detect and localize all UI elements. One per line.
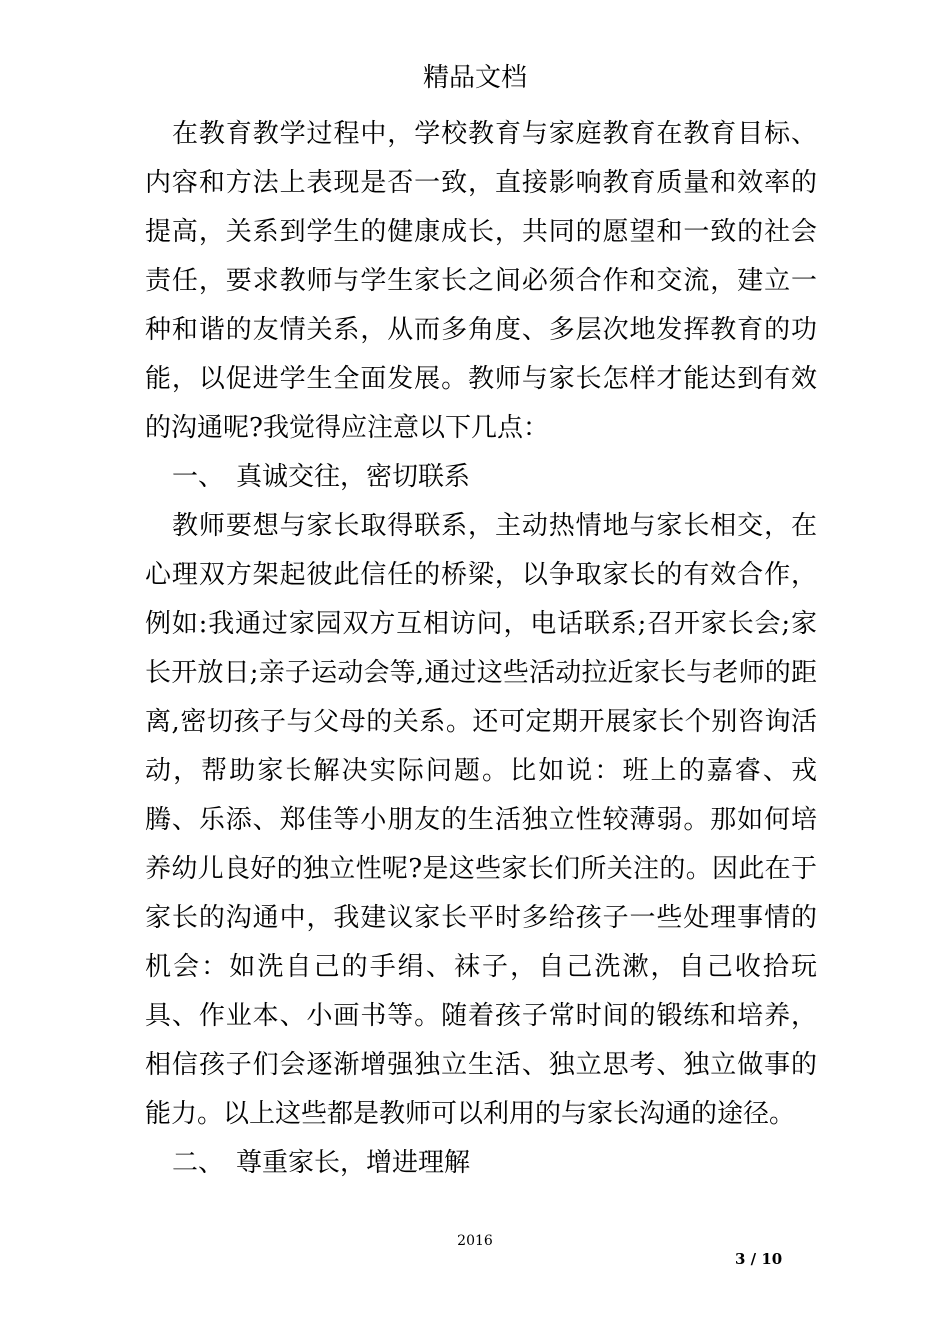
section-number-2: 二、 <box>172 1148 225 1178</box>
section-title-1: 真诚交往，密切联系 <box>236 462 471 492</box>
section-paragraph-1: 教师要想与家长取得联系，主动热情地与家长相交，在心理双方架起彼此信任的桥梁，以争取家长的有效合作，例如:我通过家园双方互相访问，电话联系;召开家长会;家长开放日;亲子运动会等,通过这些活动拉近家长与老师的距离,密切孩子与父母的关系。还可定期开展家长个别咨询活动，帮助家长解决实际问题。比如说：班上的嘉睿、戎腾、乐添、郑佳等小朋友的生活独立性较薄弱。那如何培养幼儿良好的独立性呢?是这些家长们所关注的。因此在于家长的沟通中，我建议家长平时多给孩子一些处理事情的机会：如洗自己的手绢、袜子，自己洗漱，自己收拾玩具、作业本、小画书等。随着孩子常时间的锻练和培养，相信孩子们会逐渐增强独立生活、独立思考、独立做事的能力。以上这些都是教师可以利用的与家长沟通的途径。 <box>145 511 817 1129</box>
intro-paragraph: 在教育教学过程中，学校教育与家庭教育在教育目标、内容和方法上表现是否一致，直接影响教育质量和效率的提高，关系到学生的健康成长，共同的愿望和一致的社会责任，要求教师与学生家长之间必须合作和交流，建立一种和谐的友情关系，从而多角度、多层次地发挥教育的功能，以促进学生全面发展。教师与家长怎样才能达到有效的沟通呢?我觉得应注意以下几点： <box>145 119 817 443</box>
page-number: 3 / 10 <box>735 1250 783 1268</box>
section-title-2: 尊重家长，增进理解 <box>236 1148 471 1178</box>
page-header-title: 精品文档 <box>422 63 527 93</box>
section-number-1: 一、 <box>172 462 225 492</box>
section-heading-2 <box>145 1139 817 1188</box>
document-body <box>145 110 817 1188</box>
footer-year: 2016 <box>457 1233 493 1249</box>
section-heading-1 <box>145 453 817 502</box>
